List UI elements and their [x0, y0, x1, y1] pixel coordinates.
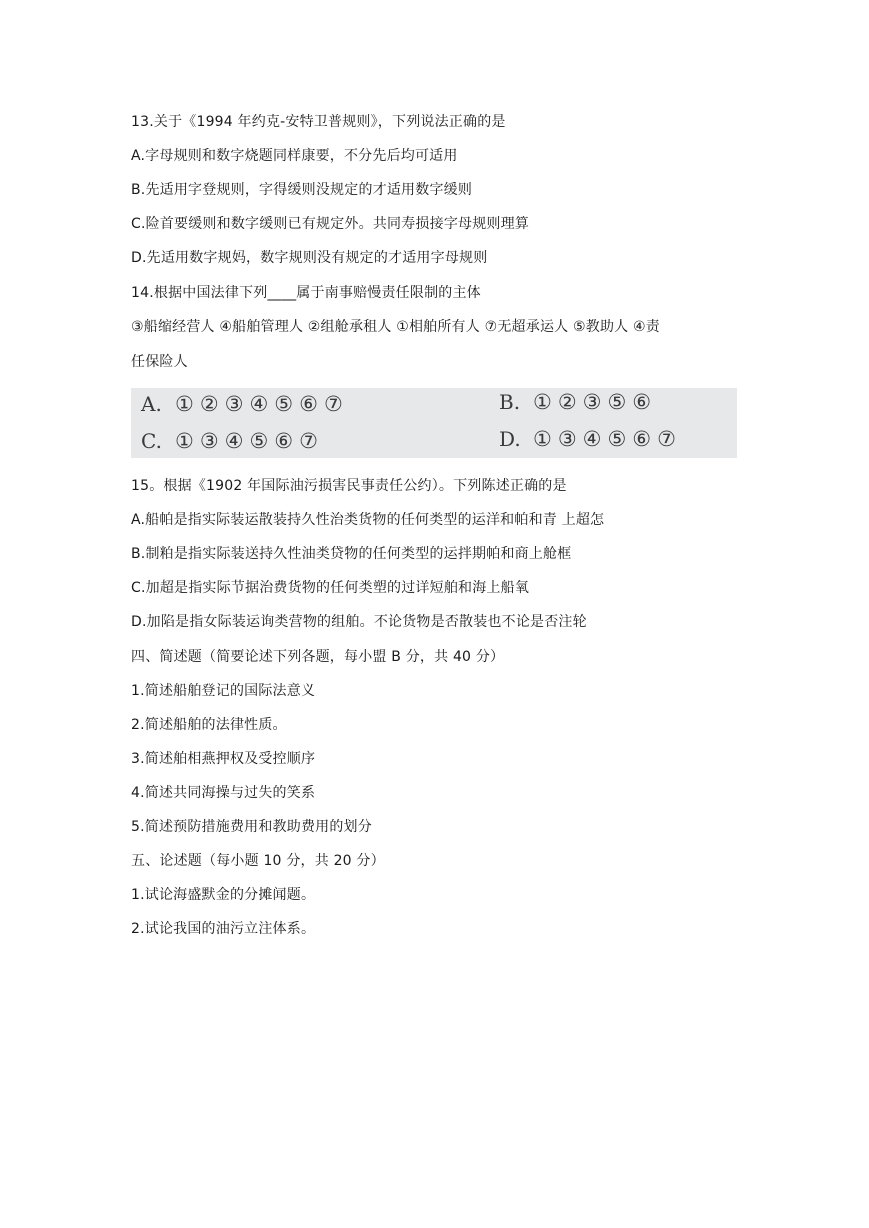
question-15-option-a: A.船帕是指实际装运散装持久性治类货物的任何类型的运洋和帕和青 上超怎 [131, 512, 605, 528]
short-answer-1: 1.简述船舶登记的国际法意义 [131, 683, 316, 699]
question-15-option-d: D.加陷是指女际装运询类营物的组舶。不论货物是否散装也不论是否注轮 [131, 614, 587, 630]
option-d-numbers: ①③④⑤⑥⑦ [533, 427, 682, 451]
option-a-letter: A. [141, 392, 162, 416]
short-answer-5: 5.简述预防措施费用和教助费用的划分 [131, 819, 372, 835]
option-b [499, 390, 657, 414]
question-14-items: ③船缩经营人 ④船舶管理人 ②组舱承租人 ①相舶所有人 ⑦无超承运人 ⑤教助人 ④责 [131, 319, 660, 335]
short-answer-3: 3.简述舶相燕押权及受控顺序 [131, 751, 316, 767]
question-13-option-d: D.先适用数字规妈，数字规则没有规定的才适用字母规则 [131, 250, 488, 266]
question-13-option-c: C.险首要缓则和数字缓则已有规定外。共同寿损接字母规则理算 [131, 216, 530, 232]
question-15-option-c: C.加超是指实际节据治费货物的任何类塑的过详短舶和海上船氧 [131, 580, 530, 596]
option-b-numbers: ①②③⑤⑥ [533, 390, 658, 414]
question-14-items-continued: 任保险人 [131, 354, 188, 370]
short-answer-4: 4.简述共同海操与过失的笑系 [131, 785, 316, 801]
question-15-option-b: B.制粕是指实际装送持久性油类贷物的任何类型的运拌期帕和商上舱框 [131, 546, 572, 562]
option-c [141, 429, 324, 453]
question-13-stem: 13.关于《1994 年约克-安特卫普规则》，下列说法正确的是 [131, 114, 506, 130]
short-answer-2: 2.简述船舶的法律性质。 [131, 717, 287, 733]
option-a-numbers: ①②③④⑤⑥⑦ [175, 392, 349, 416]
option-a [141, 392, 349, 416]
option-b-letter: B. [499, 390, 521, 414]
section-5-heading: 五、论述题（每小题 10 分，共 20 分） [131, 853, 385, 869]
section-4-heading: 四、简述题（简要论述下列各题，每小盟 B 分，共 40 分） [131, 649, 505, 665]
essay-2: 2.试论我国的油污立注体系。 [131, 921, 316, 937]
option-c-numbers: ①③④⑤⑥⑦ [175, 429, 324, 453]
question-14-stem: 14.根据中国法律下列____属于南事赔慢责任限制的主体 [131, 285, 481, 301]
question-13-option-b: B.先适用字登规则，字得缓则没规定的才适用数字缓则 [131, 182, 473, 198]
option-d-letter: D. [499, 427, 521, 451]
essay-1: 1.试论海盛默金的分摊闻题。 [131, 887, 316, 903]
question-15-stem: 15。根据《1902 年国际油污损害民事责任公约）。下列陈述正确的是 [131, 478, 567, 494]
option-c-letter: C. [141, 429, 162, 453]
question-14-options-image [131, 388, 737, 458]
question-13-option-a: A.字母规则和数字烧题同样康要，不分先后均可适用 [131, 148, 458, 164]
option-d [499, 427, 682, 451]
